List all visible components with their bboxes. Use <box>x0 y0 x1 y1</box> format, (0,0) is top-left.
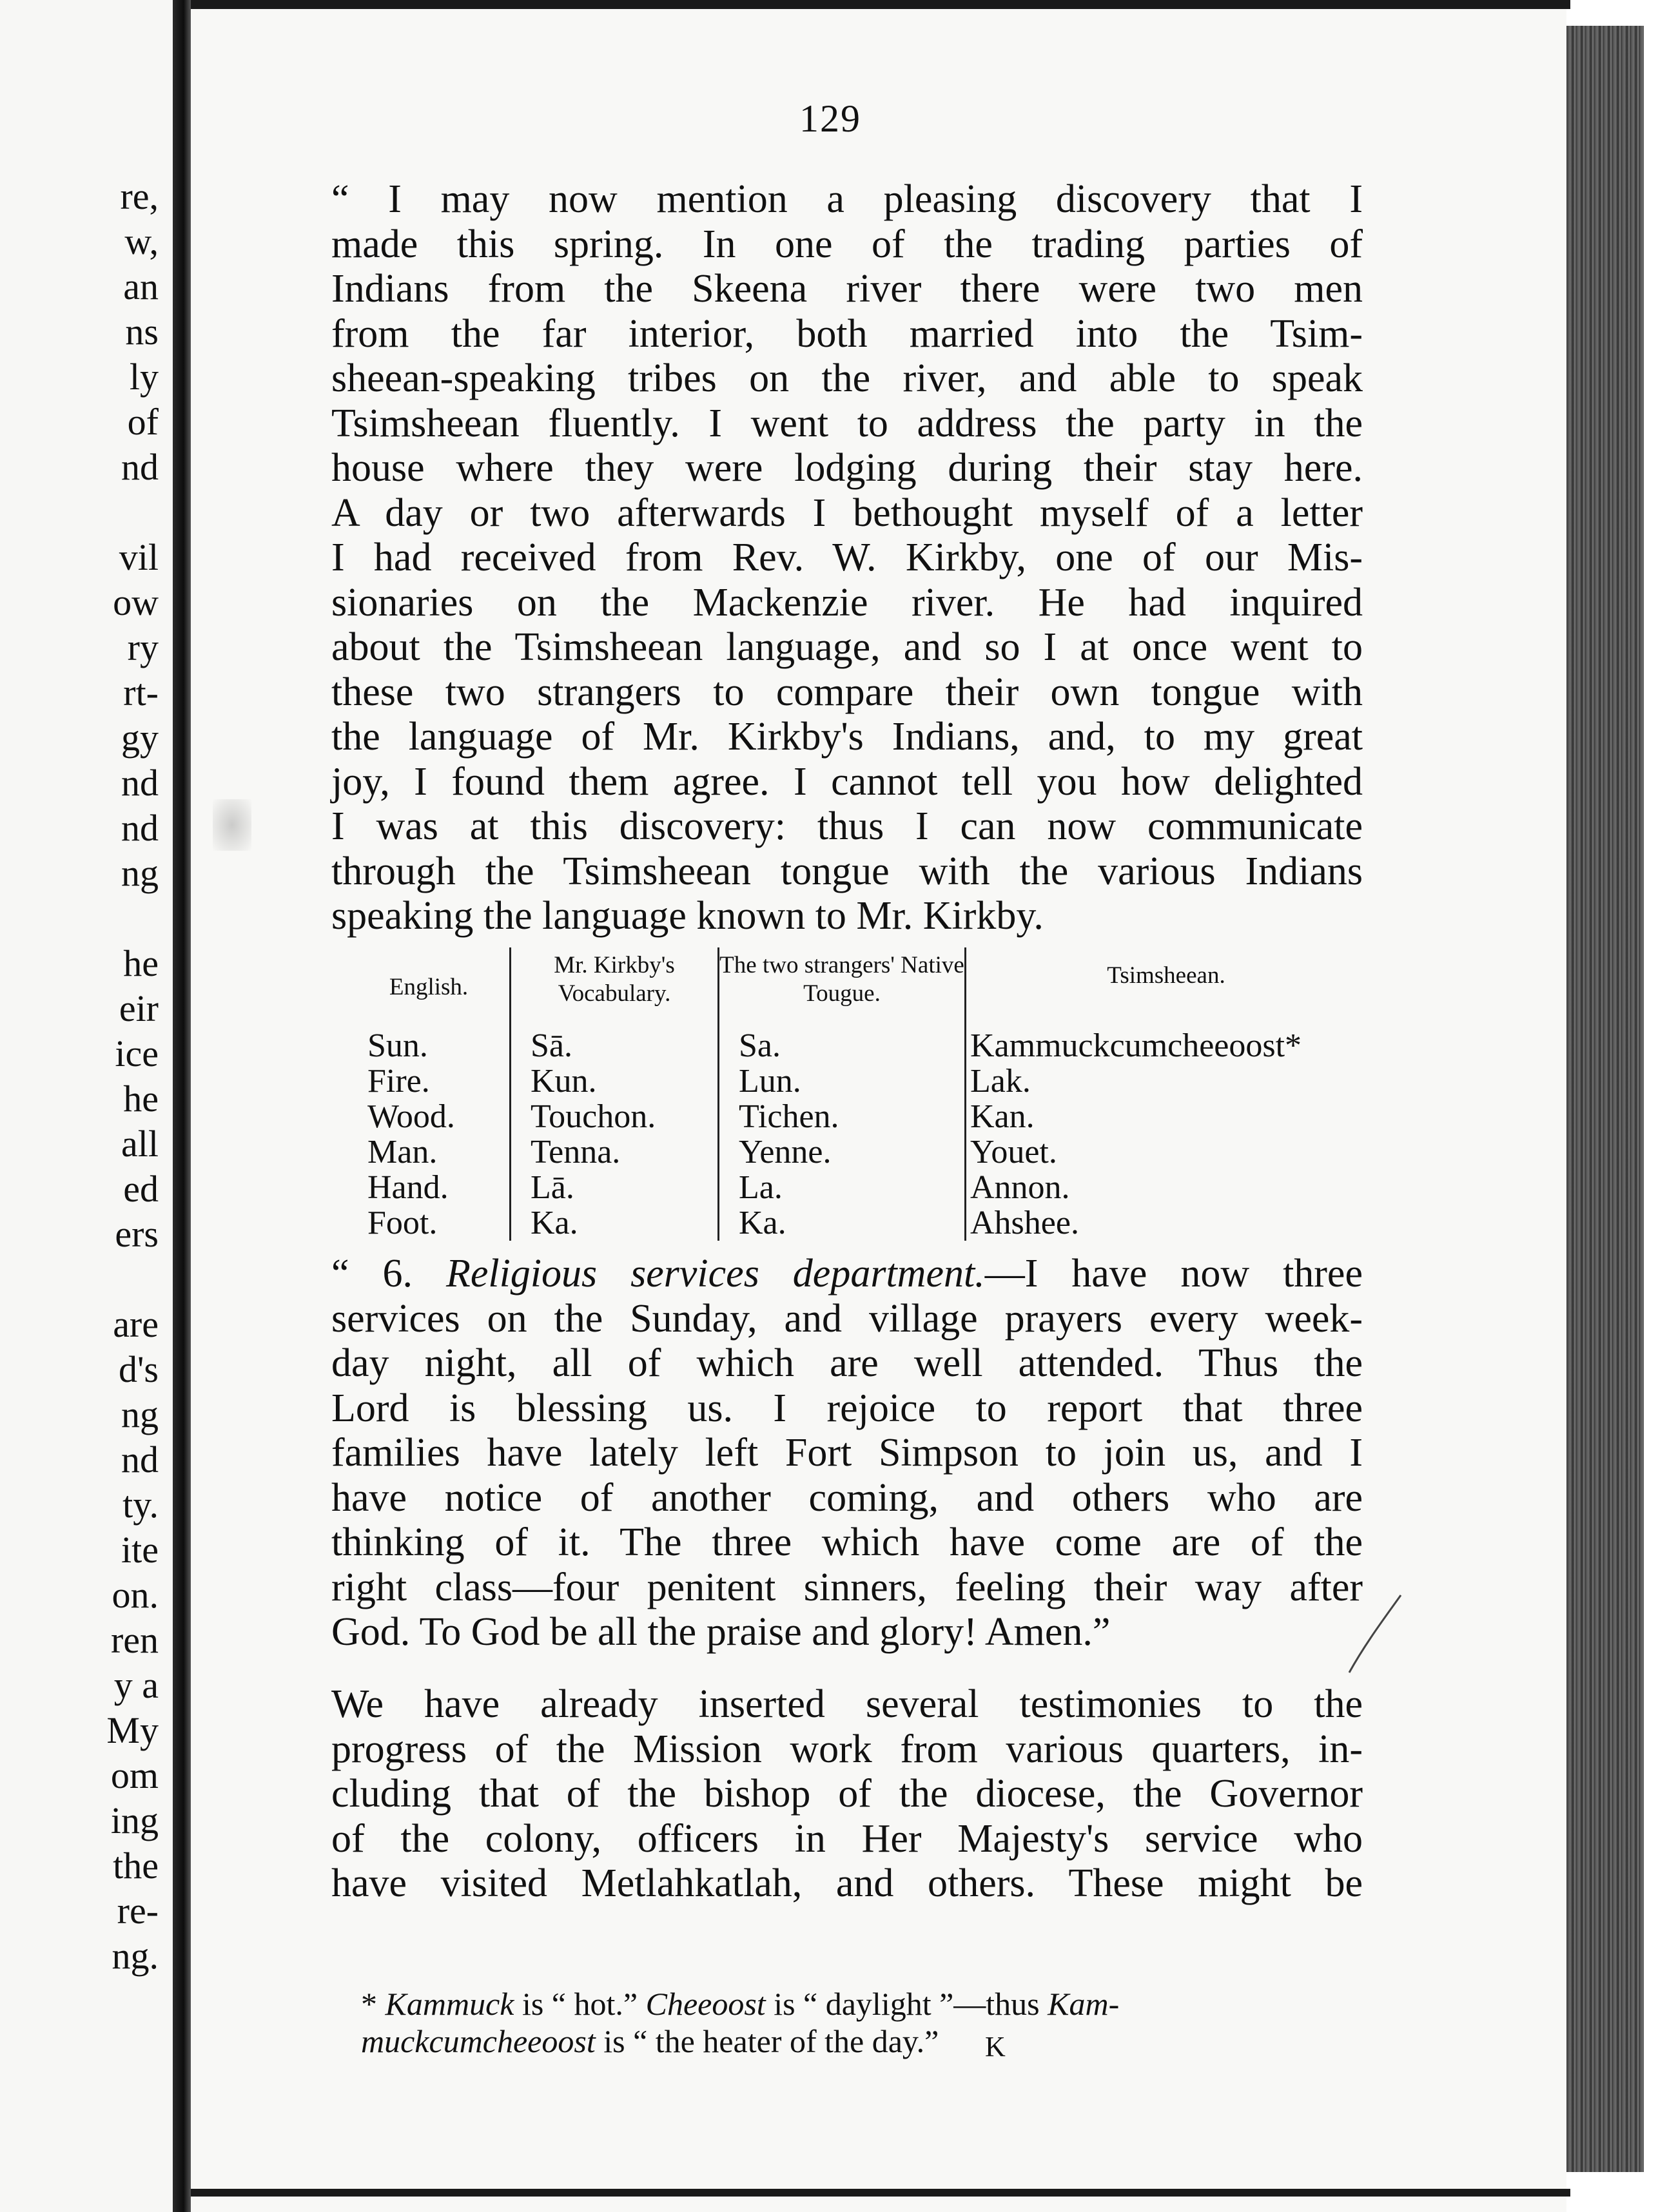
previous-page-text-fragment: rt- <box>123 672 159 713</box>
page-bottom-border <box>191 2189 1570 2197</box>
footnote-line-2: muckcumcheeoost is “ the heater of the day.” <box>361 2023 939 2059</box>
column-english <box>348 947 509 1244</box>
text-line: thinking of it. The three which have come are of the <box>331 1520 1363 1564</box>
previous-page-text-fragment: re, <box>120 175 159 217</box>
text-line: day night, all of which are well attended. Thus the <box>331 1341 1363 1385</box>
rows-english <box>367 1028 455 1241</box>
previous-page-text-fragment: are <box>113 1303 159 1345</box>
previous-page-text-fragment: ers <box>115 1213 159 1255</box>
header-kirkby: Mr. Kirkby's Vocabulary. <box>554 952 675 1007</box>
previous-page-text-fragment: w, <box>124 220 159 262</box>
vocab-cell: Youet. <box>970 1134 1057 1170</box>
previous-page-text-fragment: of <box>127 401 159 443</box>
vocab-cell: Lak. <box>970 1063 1031 1100</box>
text-line: families have lately left Fort Simpson to join us, and I <box>331 1431 1363 1475</box>
vocab-cell: Hand. <box>367 1169 449 1206</box>
vocab-cell: Sā. <box>531 1027 572 1064</box>
vocab-cell: Ahshee. <box>970 1205 1079 1241</box>
previous-page-text-fragment: My <box>106 1709 159 1751</box>
previous-page-text-fragment: ty. <box>122 1484 159 1526</box>
rows-strangers <box>739 1028 839 1241</box>
previous-page-text-fragment: the <box>113 1845 159 1887</box>
previous-page-text-fragment: on. <box>112 1574 159 1616</box>
vocab-cell: Lā. <box>531 1169 574 1206</box>
book-gutter <box>173 0 191 2212</box>
previous-page-edge <box>0 0 173 2212</box>
text-line: right class—four penitent sinners, feeling their way after <box>331 1565 1363 1609</box>
vocab-cell: Sun. <box>367 1027 428 1064</box>
previous-page-text-fragment: om <box>110 1754 159 1796</box>
text-line: “ I may now mention a pleasing discovery that I <box>331 177 1363 221</box>
previous-page-text-fragment: he <box>123 1078 159 1120</box>
text-line: progress of the Mission work from various quarters, in- <box>331 1727 1363 1771</box>
text-line: speaking the language known to Mr. Kirkby. <box>331 894 1044 938</box>
previous-page-text-fragment: ng <box>121 1393 159 1435</box>
text-line: the language of Mr. Kirkby's Indians, and, to my great <box>331 715 1363 759</box>
previous-page-text-fragment: ren <box>110 1619 159 1661</box>
text-line: I had received from Rev. W. Kirkby, one of our Mis- <box>331 536 1363 579</box>
previous-page-text-fragment: nd <box>121 807 159 849</box>
section-heading: Religious services department. <box>445 1252 985 1295</box>
vocab-cell: Yenne. <box>739 1134 832 1170</box>
previous-page-text-fragment: ry <box>127 626 159 668</box>
vocab-cell: Lun. <box>739 1063 801 1100</box>
vocab-cell: Fire. <box>367 1063 430 1100</box>
vocab-cell: Kun. <box>531 1063 597 1100</box>
previous-page-text-fragment: he <box>123 942 159 984</box>
text-line: I was at this discovery: thus I can now communicate <box>331 804 1363 848</box>
page-edges <box>1566 26 1644 2172</box>
header-strangers: The two strangers' Native Tougue. <box>719 952 964 1007</box>
footnote <box>361 1985 1367 2060</box>
text-line: house where they were lodging during their stay here. <box>331 446 1363 490</box>
vocabulary-table <box>348 947 1367 1244</box>
vocab-cell: Man. <box>367 1134 438 1170</box>
vocab-cell: Kan. <box>970 1098 1035 1135</box>
previous-page-text-fragment: all <box>121 1123 159 1165</box>
vocab-cell: Sa. <box>739 1027 781 1064</box>
vocab-cell: Wood. <box>367 1098 455 1135</box>
rows-tsimsheean <box>970 1028 1302 1241</box>
header-english: English. <box>389 974 469 1000</box>
previous-page-text-fragment: eir <box>119 987 159 1029</box>
column-kirkby <box>511 947 717 1244</box>
vocab-cell: Kammuckcumcheeoost* <box>970 1027 1302 1064</box>
pencil-mark <box>1346 1592 1404 1676</box>
header-tsimsheean: Tsimsheean. <box>1107 962 1225 989</box>
text-line: sheean-speaking tribes on the river, and able to speak <box>331 356 1363 400</box>
previous-page-text-fragment: gy <box>121 717 159 759</box>
text-line: of the colony, officers in Her Majesty's service who <box>331 1816 1363 1861</box>
previous-page-text-fragment: nd <box>121 446 159 488</box>
vocab-cell: Ka. <box>739 1205 786 1241</box>
vocab-cell: Tenna. <box>531 1134 621 1170</box>
footnote-line-1: * Kammuck is “ hot.” Cheeoost is “ daylight ”—thus Kam- <box>361 1986 1120 2022</box>
text-line: Lord is blessing us. I rejoice to report that three <box>331 1386 1363 1430</box>
signature-mark: K <box>985 2031 1006 2062</box>
text-line: cluding that of the bishop of the diocese, the Governor <box>331 1772 1363 1816</box>
previous-page-text-fragment: ns <box>125 311 159 353</box>
paper-smudge <box>213 799 251 851</box>
previous-page-text-fragment: nd <box>121 762 159 804</box>
previous-page-text-fragment: ng <box>121 852 159 894</box>
text-line: have visited Metlahkatlah, and others. These might be <box>331 1861 1363 1905</box>
page-number: 129 <box>799 97 861 140</box>
previous-page-text-fragment: ite <box>121 1529 159 1571</box>
paragraph-testimonies <box>331 1682 1363 1906</box>
text-line: made this spring. In one of the trading parties of <box>331 222 1363 266</box>
text-line: Tsimsheean fluently. I went to address the party in the <box>331 401 1363 445</box>
column-strangers <box>719 947 964 1244</box>
text-line: from the far interior, both married into the Tsim- <box>331 311 1363 356</box>
text-line: about the Tsimsheean language, and so I at once went to <box>331 625 1363 669</box>
previous-page-text-fragment: an <box>123 266 159 307</box>
text-line: Indians from the Skeena river there were two men <box>331 267 1363 311</box>
text-line: have notice of another coming, and others who are <box>331 1475 1363 1520</box>
text-line: joy, I found them agree. I cannot tell you how delighted <box>331 759 1363 804</box>
text-line: sionaries on the Mackenzie river. He had inquired <box>331 580 1363 625</box>
page-top-border <box>191 0 1570 9</box>
previous-page-text-fragment: ing <box>110 1800 159 1841</box>
text-line: We have already inserted several testimonies to the <box>331 1682 1363 1726</box>
previous-page-text-fragment: vil <box>119 536 159 578</box>
previous-page-text-fragment: re- <box>117 1890 159 1932</box>
text-line: God. To God be all the praise and glory! Amen.” <box>331 1610 1111 1654</box>
vocab-cell: Ka. <box>531 1205 578 1241</box>
previous-page-text-fragment: y a <box>113 1664 159 1706</box>
previous-page-text-fragment: ice <box>115 1033 159 1074</box>
paragraph-discovery <box>331 177 1363 939</box>
vocab-cell: La. <box>739 1169 783 1206</box>
previous-page-text-fragment: ed <box>123 1168 159 1210</box>
vocab-cell: Tichen. <box>739 1098 839 1135</box>
previous-page-text-fragment: ng. <box>112 1935 159 1977</box>
paragraph-religious-services <box>331 1252 1363 1655</box>
rows-kirkby <box>531 1028 656 1241</box>
text-line: A day or two afterwards I bethought myself of a letter <box>331 490 1363 535</box>
vocab-cell: Touchon. <box>531 1098 656 1135</box>
previous-page-text-fragment: ly <box>129 356 159 398</box>
text-line: services on the Sunday, and village prayers every week- <box>331 1296 1363 1341</box>
previous-page-text-fragment: ow <box>113 581 159 623</box>
previous-page-text-fragment: nd <box>121 1439 159 1480</box>
text-line: “ 6. Religious services department.—I have now three <box>331 1252 1363 1295</box>
column-tsimsheean <box>966 947 1366 1244</box>
previous-page-text-fragment: d's <box>118 1348 159 1390</box>
vocab-cell: Foot. <box>367 1205 438 1241</box>
text-line: these two strangers to compare their own tongue with <box>331 670 1363 714</box>
vocab-cell: Annon. <box>970 1169 1070 1206</box>
text-line: through the Tsimsheean tongue with the various Indians <box>331 849 1363 893</box>
